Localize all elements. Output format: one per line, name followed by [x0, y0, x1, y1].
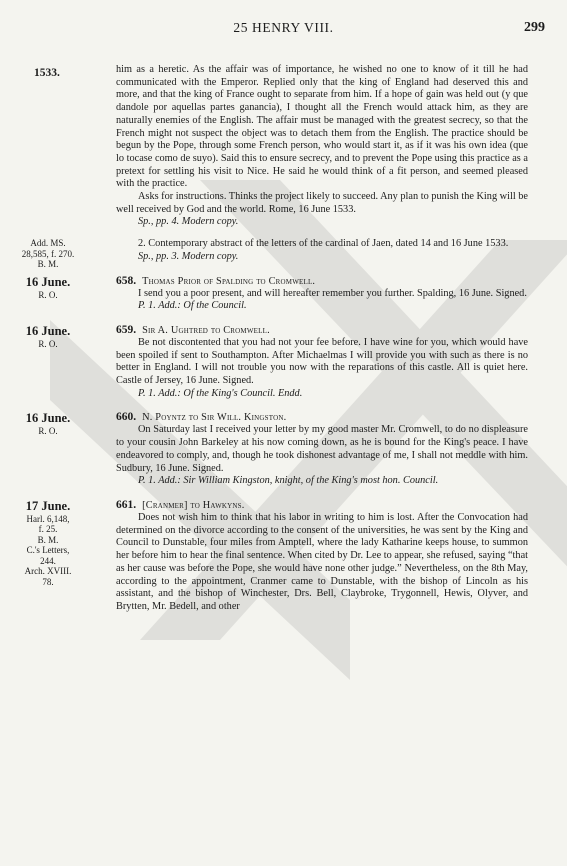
- entry-number: 660.: [116, 411, 137, 424]
- entry-note: Sp., pp. 4. Modern copy.: [138, 216, 239, 228]
- entry-margin: [0, 275, 96, 301]
- paragraph: Be not discontented that you had not your fee before. I have wine for you, which would have been spoiled if sent to Southampton. After Michaelmas I will provide you with such as there is no better in England. I will not trouble you now with the reparations of this castle. All is quiet here. Castle of Jersey, 16 June. Signed.: [116, 336, 528, 387]
- margin-date: 16 June.: [25, 323, 71, 338]
- entry-margin: [0, 499, 96, 588]
- entry-660: [0, 411, 567, 488]
- entry-title: Sir A. Ughtred to Cromwell.: [142, 324, 270, 336]
- page-number: 299: [524, 20, 545, 35]
- margin-date: 17 June.: [25, 498, 71, 513]
- entry-title: [Cranmer] to Hawkyns.: [142, 499, 245, 511]
- margin-ref: Add. MS.: [30, 238, 66, 249]
- paragraph: I send you a poor present, and will hereafter remember you further. Spalding, 16 June. Signed.: [138, 287, 527, 299]
- paragraph: him as a heretic. As the affair was of importance, he wished no one to know of it till he had communicated with the Emperor. Replied only that the king of England had deserved this and more, and that the king of France ought to separate from him. If a hope of gain was held out (y que dandole por aquellas partes ganancia), I thought all the French would attack him, as they are naturally enemies of the English. The affair must be managed with the greatest secrecy, so that the French might not suspect the object was to detach them from the English. The practice should be begun by the Pope, through some French person, who would start it, as if it was his own idea (que lo tocase como de suyo). Said this to ensure secrecy, and to prevent the Pope using this practice as a pretext for settling his visit to Nice. He said he would think of a fit person, and seemed pleased with the practice.: [116, 64, 528, 190]
- running-head: [22, 20, 545, 36]
- entry-heading: [116, 499, 528, 512]
- margin-ref: Arch. XVIII.: [24, 566, 72, 577]
- year-marker: 1533.: [34, 67, 60, 79]
- entry-body: [116, 499, 528, 614]
- margin-ref: R. O.: [38, 289, 58, 300]
- paragraph: 2. Contemporary abstract of the letters of the cardinal of Jaen, dated 14 and 16 June 1533.: [138, 238, 509, 250]
- entry-658: [0, 275, 567, 313]
- entry-body: [116, 324, 528, 401]
- entry-abstract: [0, 238, 567, 270]
- entry-659: [0, 324, 567, 401]
- margin-ref: C.'s Letters,: [26, 545, 70, 556]
- entry-margin: [0, 238, 96, 270]
- entry-note: P. 1. Add.: Of the Council.: [138, 300, 247, 312]
- entry-body: [116, 411, 528, 488]
- entry-body: [116, 275, 528, 313]
- entries: [0, 64, 567, 614]
- margin-ref: 78.: [42, 576, 54, 587]
- entry-heading: [116, 275, 528, 288]
- entry-heading: [116, 324, 528, 337]
- entry-note: P. 1. Add.: Sir William Kingston, knight, of the King's most hon. Council.: [138, 475, 439, 487]
- entry-body: [116, 238, 528, 263]
- paragraph: On Saturday last I received your letter by my good master Mr. Cromwell, to do no displeasure to your cousin John Barkeley at his now coming down, as he is bound for the King's peace. I have endeavored to comply, and, though he took dishonest advantage of me, I shall not meddle with him. Sudbury, 16 June. Signed.: [116, 424, 528, 474]
- entry-continuation: [0, 64, 567, 229]
- entry-margin: [0, 324, 96, 350]
- margin-ref: B. M.: [37, 259, 59, 270]
- entry-note: P. 1. Add.: Of the King's Council. Endd.: [138, 387, 303, 399]
- entry-heading: [116, 411, 528, 424]
- entry-title: Thomas Prior of Spalding to Cromwell.: [142, 275, 316, 287]
- entry-number: 659.: [116, 323, 137, 336]
- margin-ref: 28,585, f. 270.: [21, 248, 75, 259]
- paragraph: Asks for instructions. Thinks the project likely to succeed. Any plan to punish the King will be well received by God and the world. Rome, 16 June 1533.: [116, 191, 528, 215]
- margin-date: 16 June.: [25, 411, 71, 426]
- running-title: 25 HENRY VIII.: [233, 20, 334, 35]
- entry-title: N. Poyntz to Sir Will. Kingston.: [142, 412, 287, 424]
- margin-date: 16 June.: [25, 274, 71, 289]
- entry-number: 661.: [116, 498, 137, 511]
- margin-ref: f. 25.: [38, 524, 58, 535]
- paragraph: Does not wish him to think that his labor in writing to him is lost. After the Convocation had determined on the divorce according to the consent of the universities, he was sent by the King and Council to Dunstable, four miles from Amptell, where the lady Katharine keeps house, to summon her before him to hear the final sentence. When cited by Dr. Lee to appear, she refused, saying “that as her cause was before the Pope, she would have none other judge.” Nevertheless, on the 8th May, according to the appointment, Cranmer came to Dunstable, with the bishop of Lincoln as his assistant, and the bishop of Winchester, Drs. Bell, Claybroke, Trygonnell, Hewis, Olyver, and Brytten, Mr. Bedell, and other: [116, 511, 528, 612]
- entry-note: Sp., pp. 3. Modern copy.: [138, 250, 239, 262]
- margin-ref: R. O.: [38, 338, 58, 349]
- entry-number: 658.: [116, 274, 137, 287]
- margin-ref: B. M.: [37, 534, 59, 545]
- entry-margin: [0, 411, 96, 437]
- entry-661: [0, 499, 567, 614]
- margin-ref: 244.: [40, 555, 56, 566]
- margin-ref: Harl. 6,148,: [26, 513, 70, 524]
- margin-ref: R. O.: [38, 426, 58, 437]
- entry-body: [116, 64, 528, 229]
